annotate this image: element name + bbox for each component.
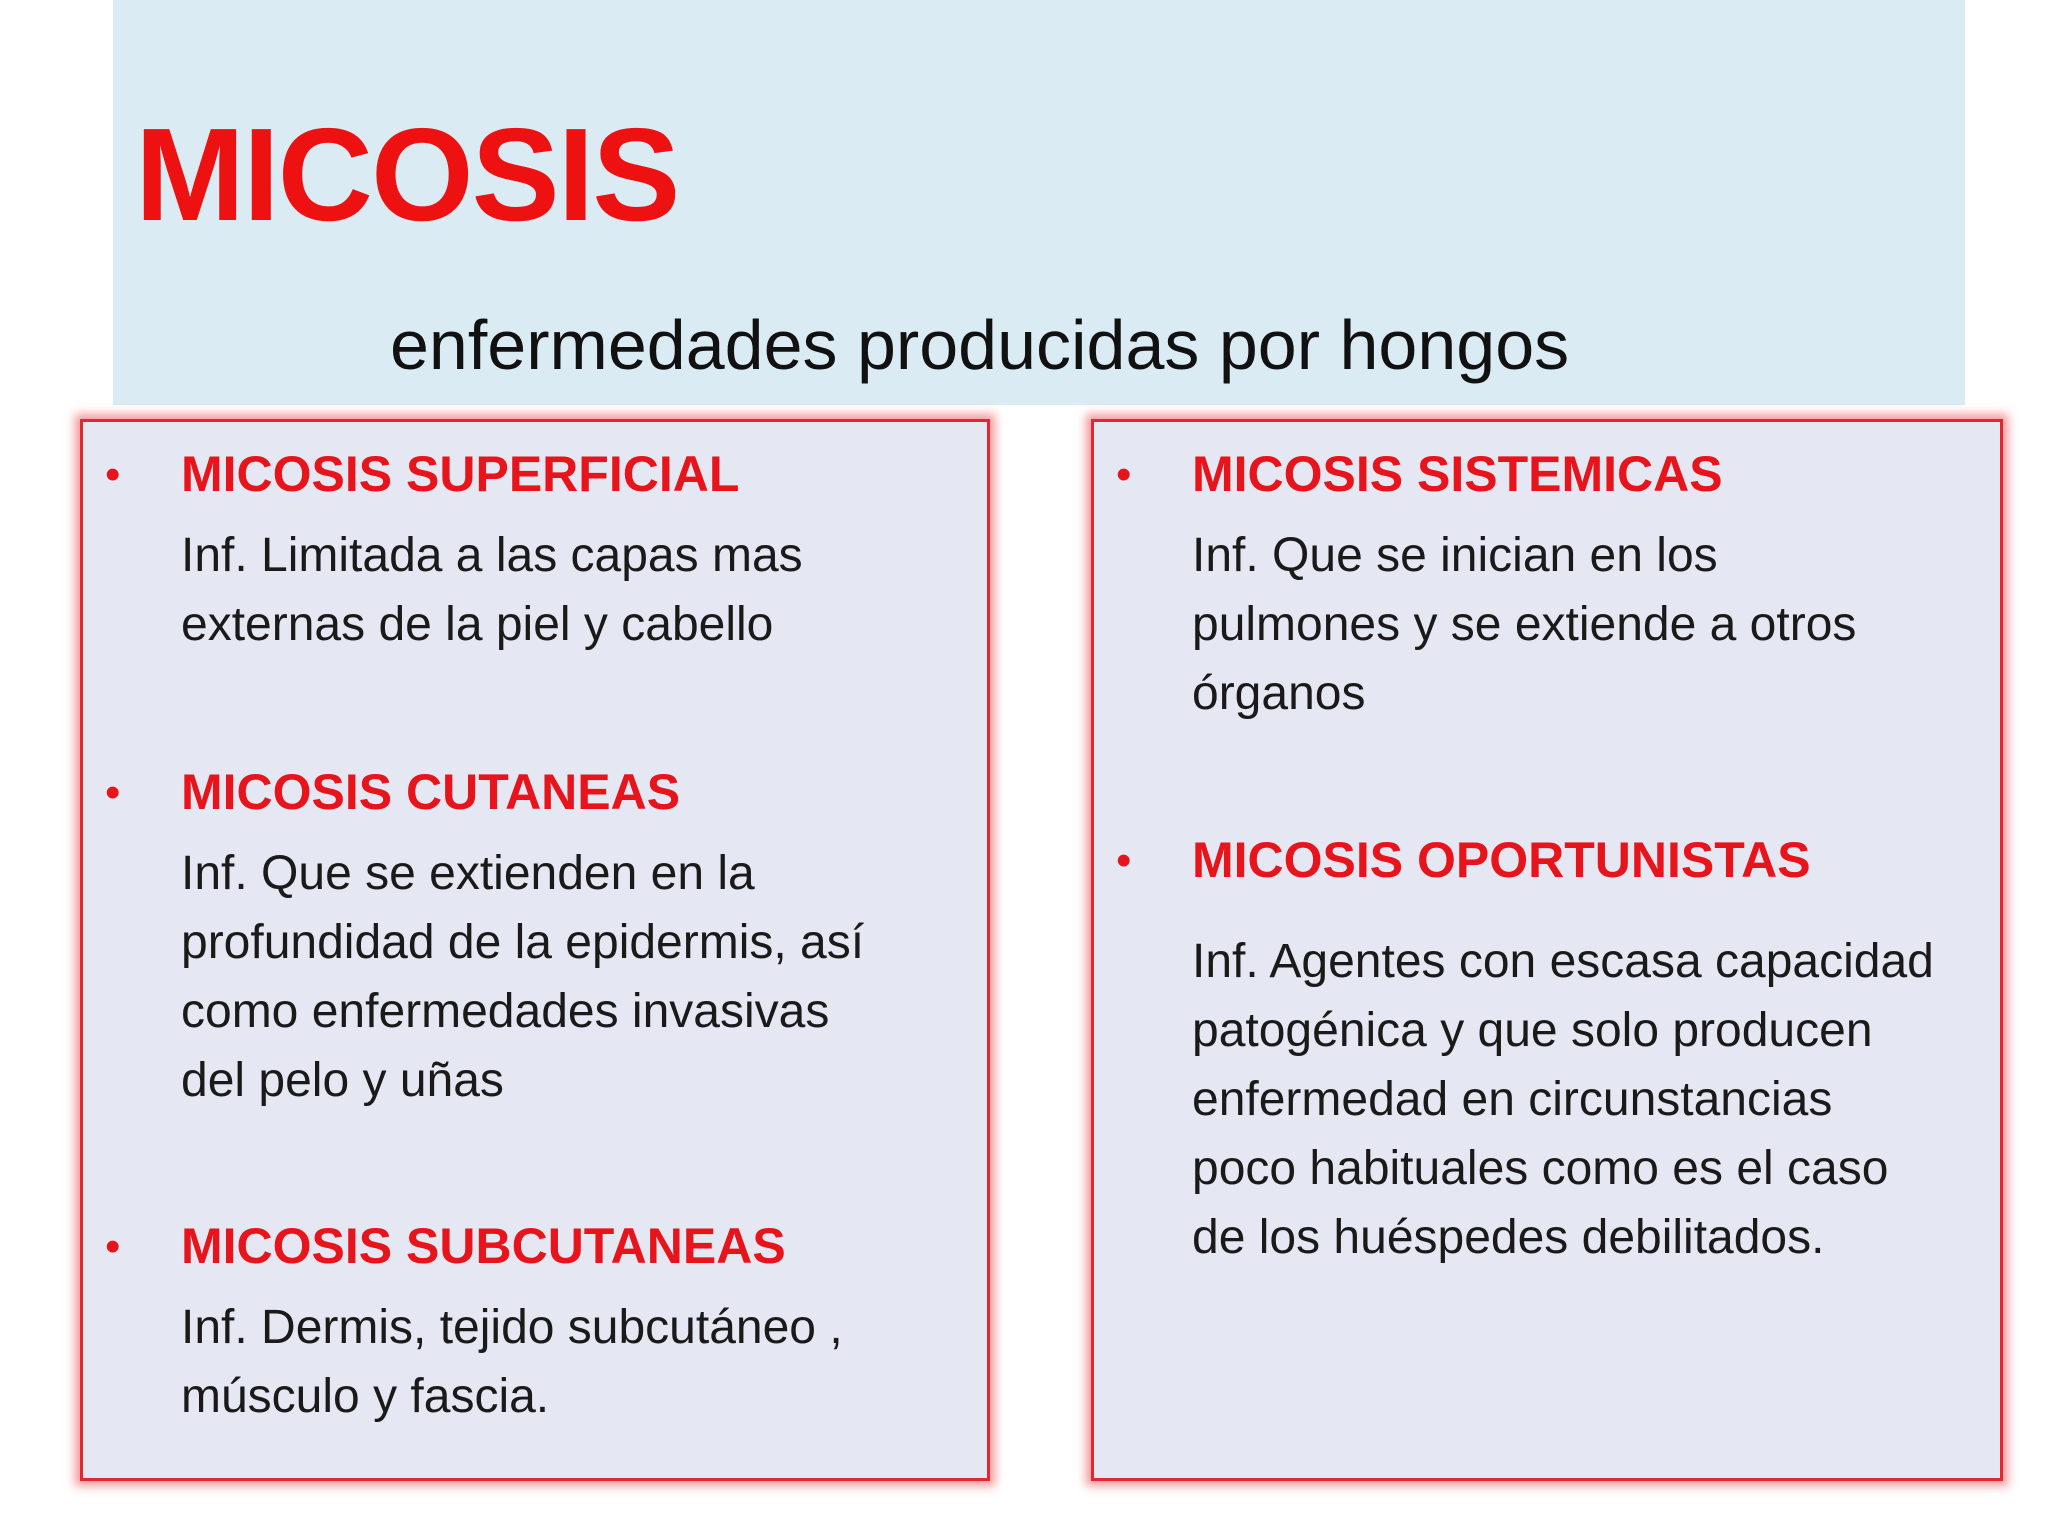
description-line: órganos (1192, 667, 1366, 720)
entry-heading: MICOSIS SUPERFICIAL (181, 446, 740, 502)
bullet-icon: • (1116, 836, 1132, 885)
entry-heading: MICOSIS OPORTUNISTAS (1192, 832, 1811, 888)
entry-heading: MICOSIS CUTANEAS (181, 764, 681, 820)
description-line: externas de la piel y cabello (181, 598, 774, 651)
description-line: Inf. Que se extienden en la (181, 847, 755, 900)
right-panel (1091, 419, 2003, 1481)
entry-description (181, 1293, 843, 1431)
description-line: Inf. Agentes con escasa capacidad (1192, 935, 1934, 988)
description-line: pulmones y se extiende a otros (1192, 598, 1857, 651)
slide-subtitle: enfermedades producidas por hongos (390, 306, 1570, 384)
entry-description (181, 839, 864, 1115)
description-line: Inf. Dermis, tejido subcutáneo , (181, 1301, 843, 1354)
bullet-icon: • (1116, 450, 1132, 499)
description-line: del pelo y uñas (181, 1054, 504, 1107)
description-line: enfermedad en circunstancias (1192, 1073, 1833, 1126)
entry-description (1192, 927, 1934, 1272)
slide-title: MICOSIS (135, 101, 679, 248)
bullet-icon: • (105, 768, 121, 817)
description-line: Inf. Que se inician en los (1192, 529, 1718, 582)
entry-heading: MICOSIS SISTEMICAS (1192, 446, 1723, 502)
description-line: profundidad de la epidermis, así (181, 916, 865, 969)
description-line: poco habituales como es el caso (1192, 1142, 1889, 1195)
description-line: de los huéspedes debilitados. (1192, 1211, 1825, 1264)
bullet-icon: • (105, 1222, 121, 1271)
bullet-icon: • (105, 450, 121, 499)
left-panel (80, 419, 990, 1481)
description-line: Inf. Limitada a las capas mas (181, 529, 803, 582)
description-line: músculo y fascia. (181, 1370, 550, 1423)
description-line: como enfermedades invasivas (181, 985, 830, 1038)
entry-heading: MICOSIS SUBCUTANEAS (181, 1218, 786, 1274)
entry-description (1192, 521, 1856, 728)
entry-description (181, 521, 803, 659)
description-line: patogénica y que solo producen (1192, 1004, 1873, 1057)
